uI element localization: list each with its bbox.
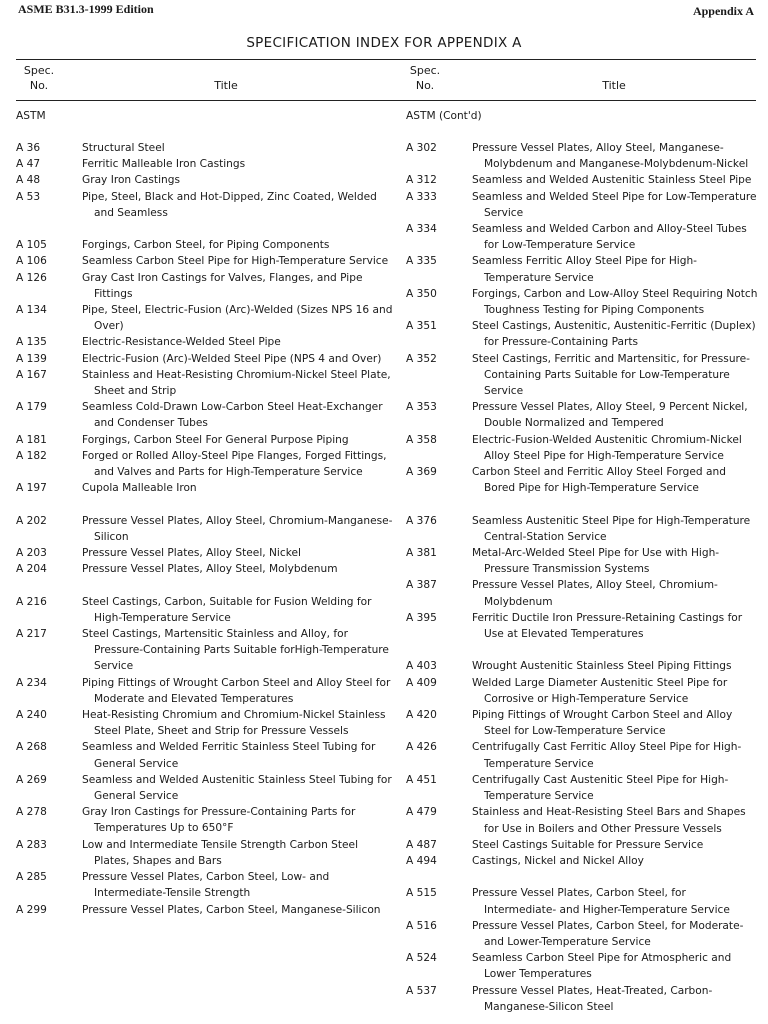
spec-entry: [406, 918, 760, 950]
spec-title: Forgings, Carbon Steel, for Piping Components: [82, 239, 330, 252]
spec-number: A 179: [16, 401, 47, 414]
spec-entry: [16, 594, 394, 626]
no-label: No.: [415, 79, 435, 92]
left-title-header: Title: [214, 79, 238, 92]
spec-label: Spec.: [23, 64, 55, 77]
spec-entry: [16, 837, 394, 869]
spec-number: A 420: [406, 709, 437, 722]
spec-title: Pressure Vessel Plates, Alloy Steel, Manganese-Molybdenum and Manganese-Molybdenum-Nickel: [472, 142, 749, 171]
spec-number: A 515: [406, 887, 437, 900]
spec-number: A 202: [16, 514, 47, 527]
left-column: [16, 108, 394, 918]
entry-spacer: [16, 577, 394, 593]
spec-title: Forgings, Carbon and Low-Alloy Steel Requiring Notch Toughness Testing for Piping Components: [472, 287, 758, 317]
spec-number: A 333: [406, 190, 437, 203]
spec-number: A 53: [16, 190, 41, 203]
spec-number: A 134: [16, 304, 47, 317]
spec-entry: [406, 885, 760, 917]
spec-entry: [16, 367, 394, 399]
spec-title: Ferritic Malleable Iron Castings: [82, 158, 246, 171]
spec-entry: [406, 286, 760, 318]
spec-number: A 487: [406, 838, 437, 851]
spec-entry: [406, 804, 760, 836]
spec-entry: [16, 675, 394, 707]
spec-title: Electric-Fusion (Arc)-Welded Steel Pipe (NPS 4 and Over): [82, 352, 382, 365]
edition-header: ASME B31.3-1999 Edition: [18, 2, 154, 16]
spec-title: Electric-Resistance-Welded Steel Pipe: [82, 336, 281, 349]
spec-title: Wrought Austenitic Stainless Steel Piping Fittings: [472, 660, 732, 673]
spec-entry: [406, 189, 760, 221]
spec-title: Pressure Vessel Plates, Alloy Steel, Nickel: [82, 547, 301, 560]
spec-entry: [16, 902, 394, 918]
page-title: SPECIFICATION INDEX FOR APPENDIX A: [246, 35, 522, 51]
spec-title: Gray Cast Iron Castings for Valves, Flanges, and Pipe Fittings: [82, 271, 363, 300]
spec-entry: [406, 253, 760, 285]
spec-entry: [406, 707, 760, 739]
spec-title: Seamless and Welded Steel Pipe for Low-Temperature Service: [472, 190, 757, 219]
spec-number: A 105: [16, 239, 47, 252]
spec-number: A 269: [16, 773, 47, 786]
spec-title: Heat-Resisting Chromium and Chromium-Nickel Stainless Steel Plate, Sheet and Strip for Pressure Vessels: [82, 709, 386, 738]
spec-label: Spec.: [409, 64, 441, 77]
spec-entry: [16, 869, 394, 901]
spec-title: Cupola Malleable Iron: [82, 482, 197, 495]
spec-title: Seamless and Welded Austenitic Stainless Steel Pipe: [472, 174, 752, 187]
spec-title: Stainless and Heat-Resisting Steel Bars and Shapes for Use in Boilers and Other Pressure Vessels: [472, 806, 746, 835]
spec-number: A 334: [406, 223, 437, 236]
appendix-header: Appendix A: [692, 4, 754, 18]
spec-entry: [16, 302, 394, 334]
spec-title: Metal-Arc-Welded Steel Pipe for Use with High-Pressure Transmission Systems: [472, 547, 720, 576]
spec-title: Steel Castings, Ferritic and Martensitic, for Pressure-Containing Parts Suitable for Low-Temperature Service: [472, 352, 750, 398]
spec-title: Steel Castings, Martensitic Stainless and Alloy, for Pressure-Containing Parts Suitable forHigh-Temperature Service: [82, 628, 389, 673]
spec-title: Pipe, Steel, Black and Hot-Dipped, Zinc Coated, Welded and Seamless: [82, 190, 377, 219]
spec-number: A 126: [16, 271, 47, 284]
spec-entry: [16, 448, 394, 480]
spec-title: Seamless Carbon Steel Pipe for High-Temperature Service: [82, 255, 389, 268]
spec-entry: [16, 545, 394, 561]
spec-title: Piping Fittings of Wrought Carbon Steel and Alloy Steel for Low-Temperature Service: [472, 709, 733, 738]
spec-number: A 47: [16, 158, 41, 171]
spec-number: A 203: [16, 547, 47, 560]
spec-entry: [406, 399, 760, 431]
spec-title: Centrifugally Cast Ferritic Alloy Steel Pipe for High-Temperature Service: [472, 741, 742, 770]
spec-number: A 479: [406, 806, 437, 819]
spec-entry: [16, 707, 394, 739]
spec-number: A 312: [406, 174, 437, 187]
entry-spacer: [406, 642, 760, 658]
spec-entry: [16, 140, 394, 156]
spec-title: Electric-Fusion-Welded Austenitic Chromium-Nickel Alloy Steel Pipe for High-Temperature Service: [472, 433, 742, 462]
spec-entry: [16, 253, 394, 269]
spec-entry: [406, 172, 760, 188]
spec-entry: [406, 658, 760, 674]
spec-entry: [406, 140, 760, 172]
spec-number: A 204: [16, 563, 47, 576]
spec-entry: [406, 739, 760, 771]
spec-number: A 278: [16, 806, 47, 819]
spec-title: Centrifugally Cast Austenitic Steel Pipe for High-Temperature Service: [472, 773, 729, 803]
spec-number: A 426: [406, 741, 437, 754]
entry-spacer: [406, 496, 760, 512]
spec-entry: [406, 772, 760, 804]
spec-entry: [406, 837, 760, 853]
spec-entry: [406, 950, 760, 982]
spec-number: A 182: [16, 449, 47, 462]
spec-title: Seamless Cold-Drawn Low-Carbon Steel Heat-Exchanger and Condenser Tubes: [82, 401, 383, 430]
spec-number: A 409: [406, 676, 437, 689]
spec-title: Seamless and Welded Austenitic Stainless Steel Tubing for General Service: [82, 773, 392, 803]
spec-entry: [406, 675, 760, 707]
spec-number: A 524: [406, 952, 437, 965]
spec-number: A 302: [406, 142, 437, 154]
spec-title: Gray Iron Castings for Pressure-Containing Parts for Temperatures Up to 650°F: [82, 806, 356, 835]
header-rule: [16, 100, 756, 101]
spec-entry: [16, 513, 394, 545]
spec-number: A 285: [16, 871, 47, 884]
spec-entry: [406, 513, 760, 545]
spec-entry: [16, 172, 394, 188]
spec-title: Pressure Vessel Plates, Heat-Treated, Carbon-Manganese-Silicon Steel: [472, 984, 713, 1013]
spec-title: Castings, Nickel and Nickel Alloy: [472, 854, 644, 867]
spec-entry: [16, 399, 394, 431]
spec-number: A 217: [16, 628, 47, 641]
spec-title: Pressure Vessel Plates, Carbon Steel, Manganese-Silicon: [82, 903, 381, 916]
entry-spacer: [16, 496, 394, 512]
entry-spacer: [16, 221, 394, 237]
spec-entry: [16, 351, 394, 367]
spec-title: Ferritic Ductile Iron Pressure-Retaining Castings for Use at Elevated Temperatures: [472, 611, 743, 641]
spec-entry: [16, 334, 394, 350]
spec-title: Welded Large Diameter Austenitic Steel Pipe for Corrosive or High-Temperature Service: [472, 676, 728, 705]
spec-entry: [16, 189, 394, 221]
spec-title: Low and Intermediate Tensile Strength Carbon Steel Plates, Shapes and Bars: [82, 838, 359, 867]
spec-number: A 135: [16, 336, 47, 349]
right-column: [406, 108, 760, 1015]
spec-title: Structural Steel: [82, 142, 165, 154]
spec-number: A 387: [406, 579, 437, 592]
spec-entry: [406, 432, 760, 464]
spec-number: A 350: [406, 287, 437, 300]
spec-entry: [16, 561, 394, 577]
no-label: No.: [29, 79, 49, 92]
spec-number: A 335: [406, 255, 437, 268]
spec-number: A 234: [16, 676, 47, 689]
spec-number: A 240: [16, 709, 47, 722]
spec-number: A 516: [406, 919, 437, 932]
spec-number: A 358: [406, 433, 437, 446]
spec-number: A 283: [16, 838, 47, 851]
spec-number: A 369: [406, 466, 437, 479]
spec-number: A 381: [406, 547, 437, 560]
right-spec-no-header: [404, 63, 446, 93]
spec-number: A 197: [16, 482, 47, 495]
spec-title: Pipe, Steel, Electric-Fusion (Arc)-Welded (Sizes NPS 16 and Over): [82, 304, 393, 333]
spec-entry: [16, 270, 394, 302]
spec-entry: [406, 464, 760, 496]
section-heading: ASTM (Cont'd): [406, 110, 482, 122]
spec-entry: [406, 545, 760, 577]
spec-entry: [406, 853, 760, 869]
top-rule: [16, 59, 756, 60]
spec-title: Pressure Vessel Plates, Carbon Steel, for Intermediate- and Higher-Temperature Service: [472, 887, 730, 916]
spec-entry: [406, 318, 760, 350]
spec-entry: [406, 351, 760, 400]
spec-number: A 167: [16, 368, 47, 381]
spec-number: A 352: [406, 352, 437, 365]
spec-number: A 268: [16, 741, 47, 754]
right-title-header: Title: [602, 79, 626, 92]
spec-number: A 216: [16, 595, 47, 608]
spec-title: Pressure Vessel Plates, Alloy Steel, Molybdenum: [82, 563, 338, 576]
spec-entry: [16, 739, 394, 771]
spec-number: A 139: [16, 352, 47, 365]
spec-title: Forged or Rolled Alloy-Steel Pipe Flanges, Forged Fittings, and Valves and Parts for High-Temperature Service: [82, 449, 387, 479]
section-heading: ASTM: [16, 110, 46, 122]
spec-title: Pressure Vessel Plates, Carbon Steel, Low- and Intermediate-Tensile Strength: [82, 871, 330, 900]
spec-number: A 537: [406, 984, 437, 997]
spec-entry: [16, 804, 394, 836]
spec-title: Seamless and Welded Ferritic Stainless Steel Tubing for General Service: [82, 741, 376, 770]
spec-number: A 299: [16, 903, 47, 916]
spec-title: Pressure Vessel Plates, Alloy Steel, 9 Percent Nickel, Double Normalized and Tempered: [472, 401, 748, 430]
spec-title: Pressure Vessel Plates, Alloy Steel, Chromium-Manganese-Silicon: [82, 514, 393, 543]
spec-number: A 494: [406, 854, 437, 867]
spec-title: Seamless Austenitic Steel Pipe for High-Temperature Central-Station Service: [472, 514, 751, 543]
spec-entry: [16, 237, 394, 253]
spec-entry: [16, 772, 394, 804]
spec-entry: [406, 983, 760, 1015]
spec-number: A 395: [406, 611, 437, 624]
spec-entry: [16, 480, 394, 496]
spec-number: A 353: [406, 401, 437, 414]
spec-title: Carbon Steel and Ferritic Alloy Steel Forged and Bored Pipe for High-Temperature Service: [472, 466, 726, 495]
spec-entry: [16, 432, 394, 448]
entry-spacer: [406, 869, 760, 885]
spec-title: Steel Castings Suitable for Pressure Service: [472, 838, 704, 851]
spec-number: A 106: [16, 255, 47, 268]
spec-number: A 48: [16, 174, 41, 187]
spec-title: Seamless and Welded Carbon and Alloy-Steel Tubes for Low-Temperature Service: [472, 223, 747, 252]
spec-title: Steel Castings, Carbon, Suitable for Fusion Welding for High-Temperature Service: [82, 595, 372, 624]
spec-title: Gray Iron Castings: [82, 174, 180, 187]
spec-entry: [406, 577, 760, 609]
spec-entry: [16, 156, 394, 172]
spec-number: A 351: [406, 320, 437, 333]
spec-number: A 36: [16, 142, 41, 154]
spec-number: A 376: [406, 514, 437, 527]
spec-title: Steel Castings, Austenitic, Austenitic-Ferritic (Duplex) for Pressure-Containing Parts: [472, 320, 756, 349]
spec-number: A 181: [16, 433, 47, 446]
left-spec-no-header: [18, 63, 60, 93]
spec-entry: [406, 610, 760, 642]
spec-title: Stainless and Heat-Resisting Chromium-Nickel Steel Plate, Sheet and Strip: [82, 368, 391, 398]
spec-title: Piping Fittings of Wrought Carbon Steel and Alloy Steel for Moderate and Elevated Temperatures: [82, 676, 391, 705]
spec-number: A 403: [406, 660, 437, 673]
spec-entry: [406, 221, 760, 253]
spec-title: Forgings, Carbon Steel For General Purpose Piping: [82, 433, 349, 446]
spec-title: Pressure Vessel Plates, Alloy Steel, Chromium-Molybdenum: [472, 579, 718, 608]
spec-number: A 451: [406, 773, 437, 786]
spec-title: Seamless Carbon Steel Pipe for Atmospheric and Lower Temperatures: [472, 952, 732, 981]
spec-entry: [16, 626, 394, 675]
spec-title: Seamless Ferritic Alloy Steel Pipe for High-Temperature Service: [472, 255, 697, 284]
spec-title: Pressure Vessel Plates, Carbon Steel, for Moderate-and Lower-Temperature Service: [472, 919, 744, 948]
